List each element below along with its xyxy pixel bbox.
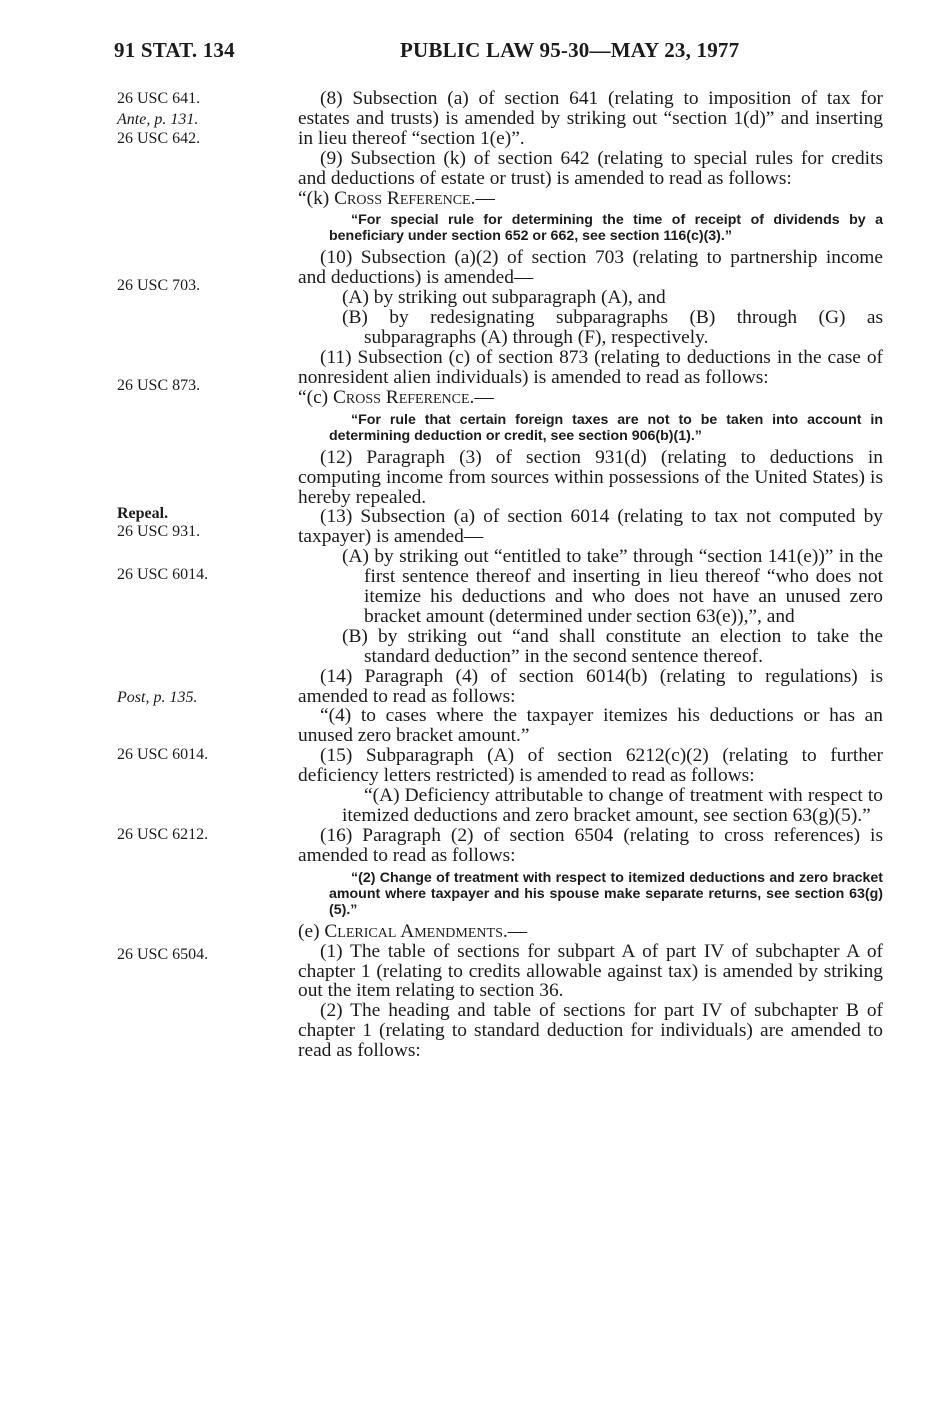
- cross-reference-c-heading: [298, 388, 883, 408]
- margin-note-6014: 26 USC 6014.: [117, 566, 209, 583]
- margin-note-931: 26 USC 931.: [117, 523, 201, 540]
- heading-text: Clerical Amendments.—: [324, 920, 528, 942]
- margin-note-641: 26 USC 641.: [117, 90, 201, 107]
- paragraph-12: (12) Paragraph (3) of section 931(d) (relating to deductions in computing income from sources within possessions of the United States) is hereby repealed.: [298, 446, 883, 508]
- stat-reference: 91 STAT. 134: [114, 38, 235, 62]
- paragraph-e1: (1) The table of sections for subpart A of part IV of subchapter A of chapter 1 (relating to credits allowable against tax) is amended by striking out the item relating to section 36.: [298, 940, 883, 1002]
- quoted-provision-k: “For special rule for determining the time of receipt of dividends by a beneficiary under section 652 or 662, see section 116(c)(3).”: [329, 212, 883, 245]
- paragraph-9: (9) Subsection (k) of section 642 (relating to special rules for credits and deductions of estate or trust) is amended to read as follows:: [298, 147, 883, 189]
- quoted-provision-2: “(2) Change of treatment with respect to itemized deductions and zero bracket amount where taxpayer and his spouse make separate returns, see section 63(g)(5).”: [329, 869, 883, 918]
- paragraph-13: (13) Subsection (a) of section 6014 (relating to tax not computed by taxpayer) is amended—: [298, 506, 883, 548]
- margin-note-ante: Ante, p. 131.: [117, 111, 199, 128]
- paragraph-10-A: (A) by striking out subparagraph (A), and: [342, 287, 666, 309]
- heading-prefix: (e): [298, 920, 325, 942]
- quoted-provision-A: “(A) Deficiency attributable to change of treatment with respect to itemized deductions and zero bracket amount, see section 63(g)(5).”: [342, 785, 883, 826]
- margin-note-703: 26 USC 703.: [117, 277, 201, 294]
- paragraph-11: (11) Subsection (c) of section 873 (relating to deductions in the case of nonresident alien individuals) is amended to read as follows:: [298, 346, 883, 388]
- paragraph-13-A: (A) by striking out “entitled to take” through “section 141(e))” in the first sentence thereof and inserting in lieu thereof “who does not itemize his deductions and who does not have an unused zero bracket amount (determined under section 63(e)),”, and: [342, 546, 883, 627]
- heading-text: Cross Reference.—: [334, 187, 495, 209]
- cross-reference-k-heading: [298, 189, 883, 209]
- paragraph-e2: (2) The heading and table of sections for part IV of subchapter B of chapter 1 (relating to standard deduction for individuals) are amended to read as follows:: [298, 1000, 883, 1062]
- paragraph-10-B: (B) by redesignating subparagraphs (B) through (G) as subparagraphs (A) through (F), respectively.: [342, 307, 883, 349]
- quoted-provision-c: “For rule that certain foreign taxes are not to be taken into account in determining deduction or credit, see section 906(b)(1).”: [329, 411, 883, 444]
- page-title: PUBLIC LAW 95-30—MAY 23, 1977: [400, 38, 740, 62]
- paragraph-8: (8) Subsection (a) of section 641 (relating to imposition of tax for estates and trusts) is amended by striking out “section 1(d)” and inserting in lieu thereof “section 1(e)”.: [298, 88, 883, 149]
- margin-note-post: Post, p. 135.: [117, 689, 198, 706]
- paragraph-13-B: (B) by striking out “and shall constitute an election to take the standard deduction” in the second sentence thereof.: [342, 625, 883, 667]
- heading-prefix: “(c): [298, 386, 333, 408]
- paragraph-14: (14) Paragraph (4) of section 6014(b) (relating to regulations) is amended to read as follows:: [298, 665, 883, 707]
- margin-note-873: 26 USC 873.: [117, 377, 201, 394]
- paragraph-15: (15) Subparagraph (A) of section 6212(c)(2) (relating to further deficiency letters restricted) is amended to read as follows:: [298, 745, 883, 787]
- margin-note-6014b: 26 USC 6014.: [117, 746, 209, 763]
- paragraph-10: (10) Subsection (a)(2) of section 703 (relating to partnership income and deductions) is amended—: [298, 247, 883, 289]
- paragraph-16: (16) Paragraph (2) of section 6504 (relating to cross references) is amended to read as follows:: [298, 824, 883, 866]
- margin-note-6504: 26 USC 6504.: [117, 946, 209, 963]
- statute-text: [298, 89, 883, 1061]
- heading-text: Cross Reference.—: [332, 386, 494, 408]
- margin-note-6212: 26 USC 6212.: [117, 826, 209, 843]
- heading-prefix: “(k): [298, 187, 335, 209]
- margin-note-642: 26 USC 642.: [117, 130, 201, 147]
- quoted-provision-4: “(4) to cases where the taxpayer itemizes his deductions or has an unused zero bracket amount.”: [298, 705, 883, 747]
- margin-note-repeal: Repeal.: [117, 505, 169, 522]
- subsection-e-heading: [298, 922, 883, 942]
